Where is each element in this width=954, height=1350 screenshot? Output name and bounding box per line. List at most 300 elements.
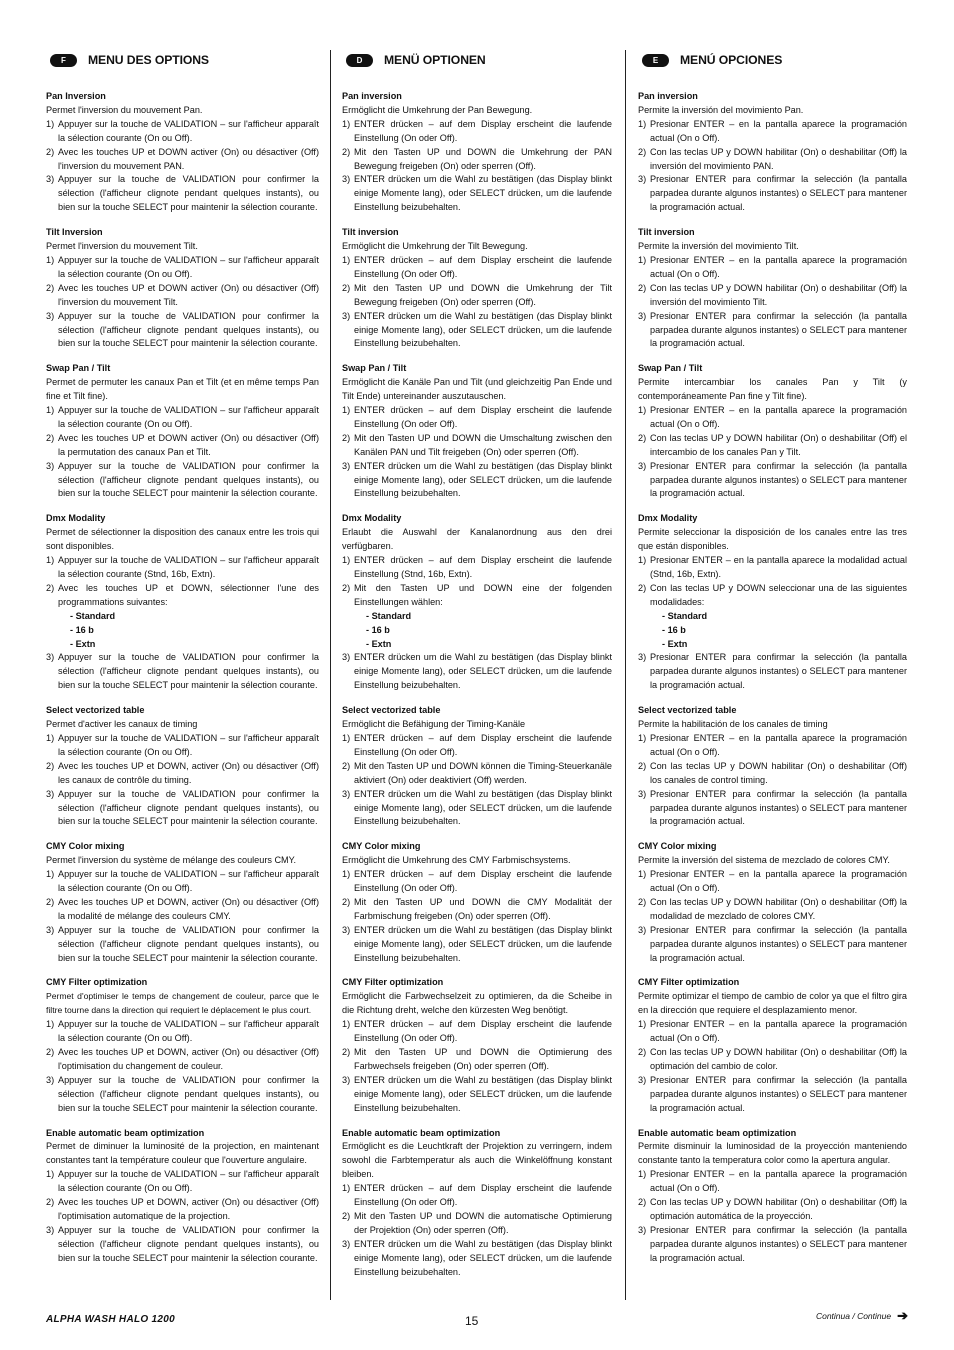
step-text: Avec les touches UP et DOWN, sélectionner l'une des programmations suivantes: xyxy=(58,582,319,607)
step-number: 2) xyxy=(46,282,55,293)
step-list xyxy=(46,868,319,965)
step-text: Con las teclas UP y DOWN habilitar (On) o deshabilitar (Off) la optimación automática de la proyección. xyxy=(650,1197,907,1221)
step-item xyxy=(638,582,907,652)
section-title: Swap Pan / Tilt xyxy=(46,363,111,374)
step-number: 3) xyxy=(638,1224,647,1235)
step-item xyxy=(342,146,612,174)
step-number: 1) xyxy=(342,1183,351,1194)
option-section xyxy=(342,704,612,829)
section-title: Tilt inversion xyxy=(342,227,399,238)
section-description: Permite optimizar el tiempo de cambio de color ya que el filtro gira en la dirección que requiere el desplazamiento menor. xyxy=(638,991,907,1016)
section-description: Permite disminuir la luminosidad de la proyección manteniendo constante tanto la temperatura color como la apertura angular. xyxy=(638,1141,907,1166)
step-item xyxy=(342,760,612,788)
step-text: Appuyer sur la touche de VALIDATION pour confirmer la sélection (l'afficheur clignote pendant quelques instants), ou bien sur la touche SELECT pour maintenir la sélection courante. xyxy=(58,1074,319,1113)
step-item xyxy=(46,432,319,460)
section-description: Ermöglicht die Umkehrung des CMY Farbmischsystems. xyxy=(342,855,571,866)
option-value: - Extn xyxy=(366,638,392,649)
section-title: CMY Color mixing xyxy=(46,841,125,852)
step-text: Appuyer sur la touche de VALIDATION – sur l'afficheur apparaît la sélection courante (On ou Off). xyxy=(58,254,319,279)
step-text: Con las teclas UP y DOWN habilitar (On) o deshabilitar (Off) la inversión del movimiento PAN. xyxy=(650,146,907,171)
step-item xyxy=(342,1074,612,1116)
column-divider xyxy=(330,50,331,1300)
step-list xyxy=(46,118,319,215)
option-section xyxy=(638,1127,907,1266)
section-title: Select vectorized table xyxy=(638,705,737,716)
step-item xyxy=(638,146,907,174)
step-number: 2) xyxy=(342,1210,351,1221)
step-item xyxy=(46,146,319,174)
step-number: 1) xyxy=(46,555,55,566)
option-section xyxy=(342,90,612,215)
option-values xyxy=(58,610,319,652)
step-text: Mit den Tasten UP und DOWN die CMY Modalität der Farbmischung freigeben (On) oder sperren (Off). xyxy=(354,896,612,921)
step-item xyxy=(638,760,907,788)
step-text: ENTER drücken – auf dem Display erscheint die laufende Einstellung (On oder Off). xyxy=(354,1019,612,1044)
step-list xyxy=(342,868,612,965)
option-values xyxy=(650,610,907,652)
step-text: ENTER drücken – auf dem Display erscheint die laufende Einstellung (On oder Off). xyxy=(354,732,612,757)
step-item xyxy=(46,896,319,924)
step-number: 2) xyxy=(46,760,55,771)
step-list xyxy=(638,118,907,215)
page-number: 15 xyxy=(465,1314,479,1328)
option-section xyxy=(46,840,319,965)
section-description: Permet de permuter les canaux Pan et Tilt (et en même temps Pan fine et Tilt fine). xyxy=(46,377,319,402)
step-item xyxy=(46,924,319,966)
column-header xyxy=(50,50,319,70)
section-title: Enable automatic beam optimization xyxy=(46,1127,205,1138)
step-item xyxy=(638,310,907,352)
option-section xyxy=(342,840,612,965)
column-title: MENÜ OPTIONEN xyxy=(384,53,486,67)
step-number: 1) xyxy=(638,1169,647,1180)
step-text: Avec les touches UP et DOWN, activer (On) ou désactiver (Off) la modalité de mélange des couleurs CMY. xyxy=(58,896,319,921)
step-text: Avec les touches UP et DOWN, activer (On) ou désactiver (Off) l'optimisation du changement de couleur. xyxy=(58,1047,319,1071)
section-title: Dmx Modality xyxy=(46,513,106,524)
step-number: 1) xyxy=(342,732,351,743)
step-list xyxy=(638,868,907,965)
option-section xyxy=(46,226,319,351)
step-text: Avec les touches UP et DOWN activer (On) ou désactiver (Off) l'inversion du mouvement Tilt. xyxy=(58,282,319,307)
step-text: Avec les touches UP et DOWN activer (On) ou désactiver (Off) l'inversion du mouvement PAN. xyxy=(58,146,319,171)
step-text: Presionar ENTER – en la pantalla aparece la modalidad actual (Stnd, 16b, Extn). xyxy=(650,555,907,579)
section-title: Swap Pan / Tilt xyxy=(638,363,703,374)
section-description: Permite la inversión del movimiento Pan. xyxy=(638,104,804,115)
step-number: 1) xyxy=(342,869,351,880)
option-value: - Standard xyxy=(366,610,412,621)
option-section xyxy=(46,512,319,693)
column-header xyxy=(642,50,907,70)
language-badge: D xyxy=(346,54,373,67)
step-text: Presionar ENTER – en la pantalla aparece la programación actual (On o Off). xyxy=(650,1019,907,1044)
step-number: 3) xyxy=(638,652,647,663)
option-section xyxy=(342,226,612,351)
step-item xyxy=(46,310,319,352)
step-number: 3) xyxy=(46,1224,55,1235)
step-item xyxy=(46,1224,319,1266)
step-number: 2) xyxy=(342,1047,351,1057)
option-value: - 16 b xyxy=(70,624,94,635)
section-list xyxy=(342,90,612,1280)
step-list xyxy=(342,404,612,501)
step-number: 2) xyxy=(46,1047,55,1057)
option-section xyxy=(46,704,319,829)
step-number: 1) xyxy=(342,405,351,416)
step-item xyxy=(342,788,612,830)
step-text: Appuyer sur la touche de VALIDATION – sur l'afficheur apparaît la sélection courante (Stnd, 16b, Extn). xyxy=(58,555,319,579)
column-title: MENÚ OPCIONES xyxy=(680,53,783,67)
step-list xyxy=(638,732,907,829)
section-title: CMY Filter optimization xyxy=(638,977,740,988)
option-section xyxy=(342,362,612,501)
option-section xyxy=(638,512,907,693)
step-number: 2) xyxy=(342,146,351,157)
step-number: 3) xyxy=(638,924,647,935)
step-number: 3) xyxy=(46,924,55,935)
step-number: 1) xyxy=(46,1019,55,1030)
step-text: Presionar ENTER para confirmar la selección (la pantalla parpadea durante algunos instantes) o SELECT para mantener la programación actual. xyxy=(650,652,907,691)
step-number: 3) xyxy=(638,174,647,185)
step-list xyxy=(638,1168,907,1265)
section-description: Permet de sélectionner la disposition des canaux entre les trois qui sont disponibles. xyxy=(46,527,319,552)
step-text: Mit den Tasten UP und DOWN die Umkehrung der PAN Bewegung freigeben (On) oder sperren (Off). xyxy=(354,146,612,171)
step-number: 2) xyxy=(46,432,55,443)
section-description: Ermöglicht die Kanäle Pan und Tilt (und gleichzeitig Pan Ende und Tilt Ende) untereinander auszutauschen. xyxy=(342,377,612,402)
option-section xyxy=(638,226,907,351)
option-section xyxy=(342,1127,612,1280)
step-text: Presionar ENTER – en la pantalla aparece la programación actual (On o Off). xyxy=(650,254,907,279)
section-description: Permet l'inversion du mouvement Pan. xyxy=(46,104,203,115)
step-list xyxy=(46,1168,319,1265)
step-item xyxy=(46,404,319,432)
option-value: - Extn xyxy=(662,638,688,649)
step-text: Appuyer sur la touche de VALIDATION pour confirmer la sélection (l'afficheur clignote pendant quelques instants), ou bien sur la touche SELECT pour maintenir la sélection courante. xyxy=(58,1224,319,1263)
step-item xyxy=(342,282,612,310)
step-text: Presionar ENTER para confirmar la selección (la pantalla parpadea durante algunos instantes) o SELECT para mantener la programación actual. xyxy=(650,174,907,213)
option-section xyxy=(46,362,319,501)
column-french xyxy=(46,50,319,1277)
step-item xyxy=(46,651,319,693)
option-value: - Extn xyxy=(70,638,96,649)
step-item xyxy=(342,118,612,146)
step-item xyxy=(638,1018,907,1046)
section-title: Enable automatic beam optimization xyxy=(638,1127,797,1138)
section-title: Tilt inversion xyxy=(638,227,695,238)
section-description: Permite seleccionar la disposición de los canales entre las tres que están disponibles. xyxy=(638,527,907,552)
section-description: Permet d'optimiser le temps de changement de couleur, parce que le filtre tourne dans la direction qui requiert le déplacement le plus court. xyxy=(46,991,319,1016)
step-text: Presionar ENTER – en la pantalla aparece la programación actual (On o Off). xyxy=(650,405,907,429)
continue-text: Continua / Continue xyxy=(815,1311,892,1321)
step-text: Presionar ENTER – en la pantalla aparece la programación actual (On o Off). xyxy=(650,732,907,757)
step-text: Presionar ENTER – en la pantalla aparece la programación actual (On o Off). xyxy=(650,1169,907,1194)
step-text: Appuyer sur la touche de VALIDATION pour confirmer la sélection (l'afficheur clignote pendant quelques instants), ou bien sur la touche SELECT pour maintenir la sélection courante. xyxy=(58,788,319,827)
step-item xyxy=(638,732,907,760)
section-title: Dmx Modality xyxy=(638,513,698,524)
step-number: 1) xyxy=(46,1169,55,1180)
step-item xyxy=(342,460,612,502)
step-item xyxy=(638,432,907,460)
step-number: 1) xyxy=(342,1019,351,1030)
section-title: Dmx Modality xyxy=(342,513,402,524)
step-text: ENTER drücken um die Wahl zu bestätigen (das Display blinkt einige Momente lang), oder SELECT drücken, um die laufende Einstellung beizubehalten. xyxy=(354,924,612,963)
step-text: Appuyer sur la touche de VALIDATION pour confirmer la sélection (l'afficheur clignote pendant quelques instants), ou bien sur la touche SELECT pour maintenir la sélection courante. xyxy=(58,652,319,691)
step-number: 3) xyxy=(638,460,647,471)
section-list xyxy=(638,90,907,1266)
section-title: Select vectorized table xyxy=(342,705,441,716)
step-item xyxy=(342,404,612,432)
option-value: - 16 b xyxy=(366,624,390,635)
column-divider xyxy=(625,50,626,1300)
step-text: ENTER drücken um die Wahl zu bestätigen (das Display blinkt einige Momente lang), oder SELECT drücken, um die laufende Einstellung beizubehalten. xyxy=(354,652,612,691)
section-description: Permet de diminuer la luminosité de la projection, en maintenant constantes tant la température couleur que l'ouverture angulaire. xyxy=(46,1141,319,1166)
step-item xyxy=(342,924,612,966)
step-item xyxy=(46,788,319,830)
option-section xyxy=(342,976,612,1115)
step-number: 1) xyxy=(46,405,55,416)
option-section xyxy=(342,512,612,693)
step-text: ENTER drücken um die Wahl zu bestätigen (das Display blinkt einige Momente lang), oder SELECT drücken, um die laufende Einstellung beizubehalten. xyxy=(354,460,612,499)
step-item xyxy=(638,282,907,310)
step-list xyxy=(46,404,319,501)
arrow-right-icon: ➔ xyxy=(897,1308,908,1323)
option-section xyxy=(638,90,907,215)
step-number: 1) xyxy=(342,118,351,129)
step-number: 1) xyxy=(46,732,55,743)
step-item xyxy=(638,1168,907,1196)
step-list xyxy=(46,1018,319,1115)
step-item xyxy=(46,582,319,652)
step-text: Appuyer sur la touche de VALIDATION – sur l'afficheur apparaît la sélection courante (On ou Off). xyxy=(58,405,319,429)
step-text: Presionar ENTER – en la pantalla aparece la programación actual (On o Off). xyxy=(650,869,907,894)
option-section xyxy=(638,362,907,501)
section-title: Select vectorized table xyxy=(46,705,145,716)
step-item xyxy=(638,254,907,282)
step-text: ENTER drücken um die Wahl zu bestätigen (das Display blinkt einige Momente lang), oder SELECT drücken, um die laufende Einstellung beizubehalten. xyxy=(354,1238,612,1277)
step-number: 2) xyxy=(342,760,351,771)
language-badge: E xyxy=(642,54,669,67)
option-section xyxy=(46,90,319,215)
step-item xyxy=(46,554,319,582)
step-number: 1) xyxy=(638,118,647,129)
step-text: Appuyer sur la touche de VALIDATION pour confirmer la sélection (l'afficheur clignote pendant quelques instants), ou bien sur la touche SELECT pour maintenir la sélection courante. xyxy=(58,460,319,499)
step-text: Presionar ENTER – en la pantalla aparece la programación actual (On o Off). xyxy=(650,118,907,143)
step-text: Presionar ENTER para confirmar la selección (la pantalla parpadea durante algunos instantes) o SELECT para mantener la programación actual. xyxy=(650,1074,907,1113)
step-text: ENTER drücken um die Wahl zu bestätigen (das Display blinkt einige Momente lang), oder SELECT drücken, um die laufende Einstellung beizubehalten. xyxy=(354,174,612,213)
step-item xyxy=(46,1196,319,1224)
section-description: Permet l'inversion du mouvement Tilt. xyxy=(46,241,198,252)
step-number: 1) xyxy=(638,405,647,416)
option-section xyxy=(638,840,907,965)
step-number: 1) xyxy=(638,555,647,566)
step-list xyxy=(638,404,907,501)
step-item xyxy=(46,1168,319,1196)
step-item xyxy=(342,896,612,924)
step-number: 3) xyxy=(46,652,55,663)
section-title: CMY Color mixing xyxy=(638,841,717,852)
section-title: Pan Inversion xyxy=(46,91,106,101)
step-number: 3) xyxy=(638,310,647,321)
step-number: 2) xyxy=(342,432,351,443)
step-list xyxy=(342,1182,612,1279)
step-item xyxy=(46,173,319,215)
step-text: ENTER drücken um die Wahl zu bestätigen (das Display blinkt einige Momente lang), oder SELECT drücken, um die laufende Einstellung beizubehalten. xyxy=(354,310,612,349)
step-item xyxy=(638,651,907,693)
step-number: 3) xyxy=(342,174,351,185)
step-item xyxy=(342,1018,612,1046)
step-item xyxy=(342,868,612,896)
step-item xyxy=(638,1224,907,1266)
step-number: 3) xyxy=(342,924,351,935)
step-item xyxy=(342,254,612,282)
section-description: Permite la habilitación de los canales de timing xyxy=(638,719,828,730)
step-item xyxy=(638,896,907,924)
section-list xyxy=(46,90,319,1266)
option-section xyxy=(638,976,907,1115)
step-text: Presionar ENTER para confirmar la selección (la pantalla parpadea durante algunos instantes) o SELECT para mantener la programación actual. xyxy=(650,1224,907,1263)
step-item xyxy=(46,1074,319,1116)
section-title: CMY Color mixing xyxy=(342,841,421,852)
step-number: 3) xyxy=(342,652,351,663)
step-item xyxy=(638,1046,907,1074)
section-title: Pan inversion xyxy=(638,91,698,101)
section-description: Ermöglicht es die Leuchtkraft der Projektion zu verringern, indem sowohl die Farbtemperatur als auch die Winkelöffnung konstant bleiben. xyxy=(342,1141,612,1180)
step-item xyxy=(342,1046,612,1074)
step-number: 3) xyxy=(46,460,55,471)
step-text: ENTER drücken – auf dem Display erscheint die laufende Einstellung (On oder Off). xyxy=(354,118,612,143)
step-item xyxy=(46,282,319,310)
option-section xyxy=(46,1127,319,1266)
step-text: Appuyer sur la touche de VALIDATION – sur l'afficheur apparaît la sélection courante (On ou Off). xyxy=(58,869,319,894)
step-item xyxy=(638,173,907,215)
section-description: Ermöglicht die Umkehrung der Pan Bewegung. xyxy=(342,104,533,115)
step-number: 1) xyxy=(342,555,351,566)
step-number: 2) xyxy=(638,432,647,443)
step-number: 2) xyxy=(46,896,55,907)
step-text: Appuyer sur la touche de VALIDATION – sur l'afficheur apparaît la sélection courante (On ou Off). xyxy=(58,1169,319,1194)
step-text: Con las teclas UP y DOWN seleccionar una de las siguientes modalidades: xyxy=(650,582,907,607)
section-description: Permite intercambiar los canales Pan y Tilt (y contemporáneamente Pan fine y Tilt fine). xyxy=(638,377,907,402)
step-item xyxy=(638,404,907,432)
step-number: 2) xyxy=(638,146,647,157)
section-title: CMY Filter optimization xyxy=(342,977,444,988)
step-number: 3) xyxy=(46,310,55,321)
step-text: Appuyer sur la touche de VALIDATION – sur l'afficheur apparaît la sélection courante (On ou Off). xyxy=(58,118,319,143)
step-text: Mit den Tasten UP und DOWN die Umschaltung zwischen den Kanälen PAN und Tilt freigeben (On) oder sperren (Off). xyxy=(354,432,612,457)
step-list xyxy=(46,254,319,351)
step-number: 2) xyxy=(638,282,647,293)
step-text: Mit den Tasten UP und DOWN die automatische Optimierung der Projektion (On) oder sperren (Off). xyxy=(354,1210,612,1235)
product-name: ALPHA WASH HALO 1200 xyxy=(46,1314,175,1325)
step-text: ENTER drücken – auf dem Display erscheint die laufende Einstellung (On oder Off). xyxy=(354,254,612,279)
continue-note xyxy=(816,1308,908,1324)
section-title: CMY Filter optimization xyxy=(46,977,148,988)
step-list xyxy=(638,554,907,693)
step-number: 3) xyxy=(342,310,351,321)
step-item xyxy=(342,554,612,582)
column-german xyxy=(342,50,612,1291)
step-text: Presionar ENTER para confirmar la selección (la pantalla parpadea durante algunos instantes) o SELECT para mantener la programación actual. xyxy=(650,460,907,499)
step-text: Appuyer sur la touche de VALIDATION – sur l'afficheur apparaît la sélection courante (On ou Off). xyxy=(58,732,319,757)
step-number: 2) xyxy=(342,582,351,593)
step-item xyxy=(342,173,612,215)
step-number: 1) xyxy=(46,118,55,129)
step-item xyxy=(342,732,612,760)
step-text: Appuyer sur la touche de VALIDATION pour confirmer la sélection (l'afficheur clignote pendant quelques instants), ou bien sur la touche SELECT pour maintenir la sélection courante. xyxy=(58,310,319,349)
step-text: ENTER drücken – auf dem Display erscheint die laufende Einstellung (On oder Off). xyxy=(354,869,612,894)
step-text: Con las teclas UP y DOWN habilitar (On) o deshabilitar (Off) el intercambio de los canales Pan y Tilt. xyxy=(650,432,907,457)
step-number: 2) xyxy=(46,1197,55,1208)
step-text: ENTER drücken um die Wahl zu bestätigen (das Display blinkt einige Momente lang), oder SELECT drücken, um die laufende Einstellung beizubehalten. xyxy=(354,1074,612,1113)
step-number: 1) xyxy=(638,1019,647,1030)
step-number: 3) xyxy=(342,460,351,471)
step-number: 3) xyxy=(46,174,55,185)
option-value: - Standard xyxy=(70,610,116,621)
step-text: Con las teclas UP y DOWN habilitar (On) o deshabilitar (Off) los canales de control timing. xyxy=(650,760,907,785)
step-list xyxy=(638,1018,907,1115)
step-number: 3) xyxy=(342,1238,351,1249)
step-text: Avec les touches UP et DOWN, activer (On) ou désactiver (Off) l'optimisation automatique de la projection. xyxy=(58,1197,319,1221)
step-text: Mit den Tasten UP und DOWN die Optimierung des Farbwechsels freigeben (On) oder sperren (Off). xyxy=(354,1047,612,1071)
step-number: 1) xyxy=(342,254,351,265)
step-item xyxy=(638,118,907,146)
option-value: - Standard xyxy=(662,610,708,621)
step-item xyxy=(46,118,319,146)
section-title: Swap Pan / Tilt xyxy=(342,363,407,374)
step-text: Con las teclas UP y DOWN habilitar (On) o deshabilitar (Off) la modalidad de mezclado de colores CMY. xyxy=(650,896,907,921)
step-list xyxy=(342,554,612,693)
step-item xyxy=(342,651,612,693)
column-spanish xyxy=(638,50,907,1277)
step-number: 2) xyxy=(638,760,647,771)
section-description: Permet l'inversion du système de mélange des couleurs CMY. xyxy=(46,855,297,866)
step-text: Appuyer sur la touche de VALIDATION pour confirmer la sélection (l'afficheur clignote pendant quelques instants), ou bien sur la touche SELECT pour maintenir la sélection courante. xyxy=(58,174,319,213)
option-section xyxy=(46,976,319,1115)
step-item xyxy=(46,1046,319,1074)
step-text: ENTER drücken um die Wahl zu bestätigen (das Display blinkt einige Momente lang), oder SELECT drücken, um die laufende Einstellung beizubehalten. xyxy=(354,788,612,827)
section-title: Tilt Inversion xyxy=(46,227,103,238)
step-number: 2) xyxy=(46,582,55,593)
step-item xyxy=(46,1018,319,1046)
section-description: Ermöglicht die Farbwechselzeit zu optimieren, da die Scheibe in die Richtung dreht, welche den kürzesten Weg benötigt. xyxy=(342,991,612,1016)
step-number: 3) xyxy=(46,788,55,799)
step-number: 1) xyxy=(46,254,55,265)
step-number: 1) xyxy=(46,869,55,880)
section-title: Pan inversion xyxy=(342,91,402,101)
step-item xyxy=(46,732,319,760)
step-number: 2) xyxy=(638,1197,647,1208)
step-list xyxy=(342,254,612,351)
step-list xyxy=(638,254,907,351)
step-number: 2) xyxy=(342,896,351,907)
step-item xyxy=(342,432,612,460)
step-number: 2) xyxy=(342,282,351,293)
section-description: Ermöglicht die Umkehrung der Tilt Bewegung. xyxy=(342,241,528,252)
step-item xyxy=(342,1210,612,1238)
section-description: Erlaubt die Auswahl der Kanalanordnung aus den drei verfügbaren. xyxy=(342,527,612,552)
step-item xyxy=(342,582,612,652)
step-item xyxy=(638,1074,907,1116)
section-title: Enable automatic beam optimization xyxy=(342,1127,501,1138)
step-item xyxy=(342,1182,612,1210)
language-badge: F xyxy=(50,54,77,67)
step-list xyxy=(342,1018,612,1115)
step-item xyxy=(638,788,907,830)
option-value: - 16 b xyxy=(662,624,686,635)
column-header xyxy=(346,50,612,70)
step-text: Appuyer sur la touche de VALIDATION pour confirmer la sélection (l'afficheur clignote pendant quelques instants), ou bien sur la touche SELECT pour maintenir la sélection courante. xyxy=(58,924,319,963)
step-text: Mit den Tasten UP und DOWN die Umkehrung der Tilt Bewegung freigeben (On) oder sperren (Off). xyxy=(354,282,612,307)
step-number: 1) xyxy=(638,869,647,880)
